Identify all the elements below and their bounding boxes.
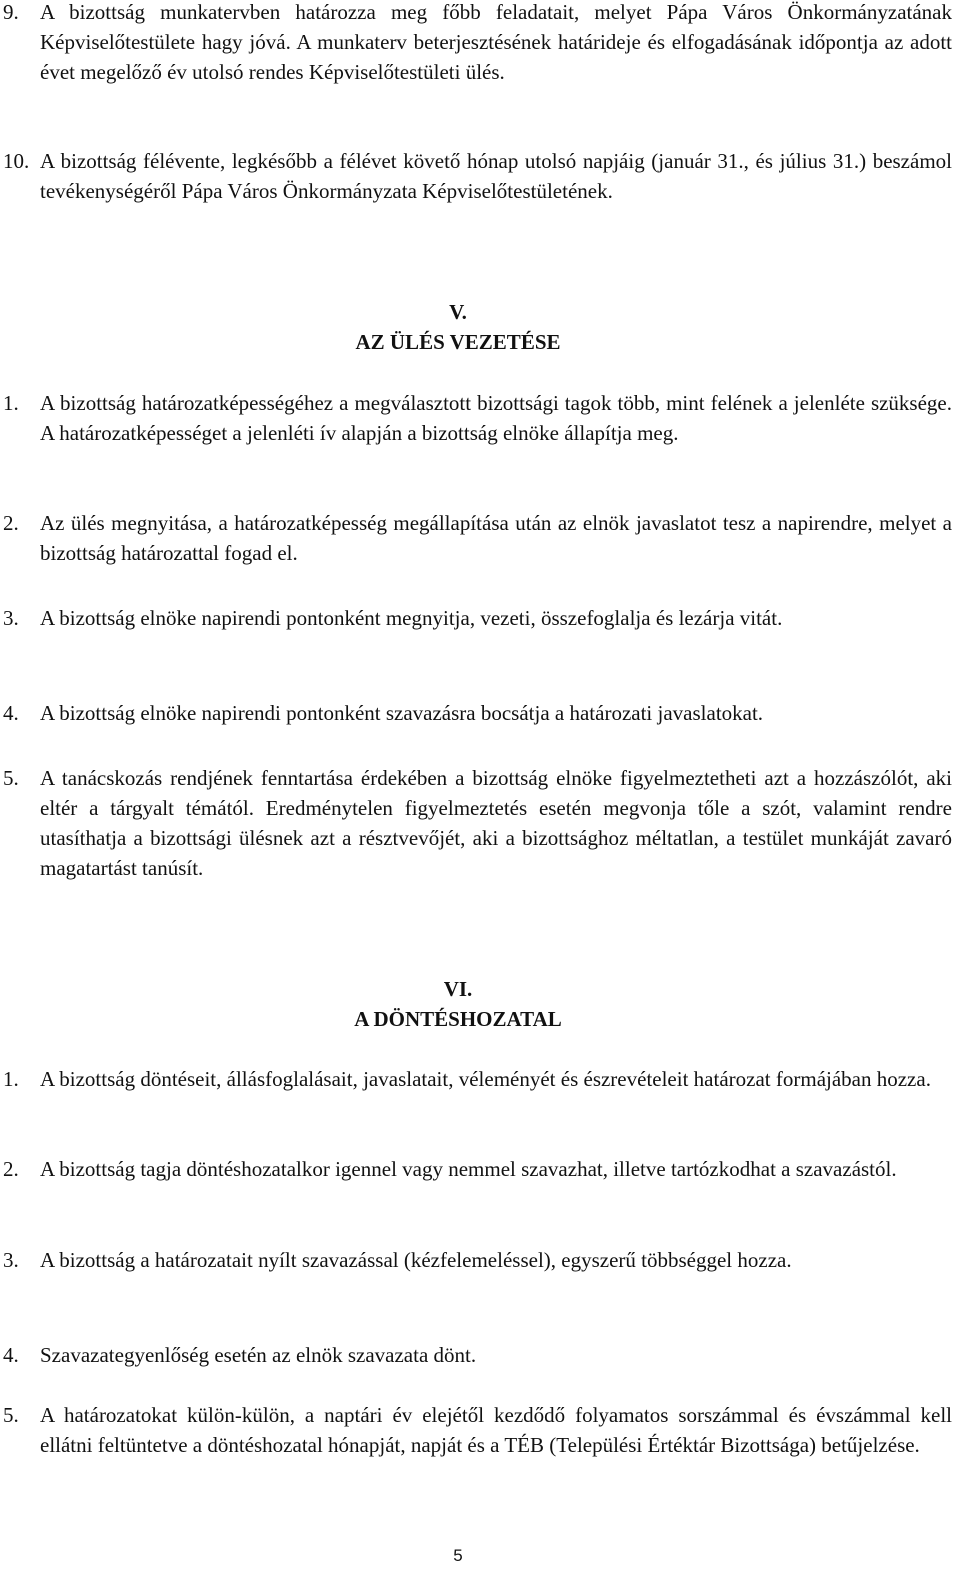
item-number: 3. — [3, 606, 19, 630]
item-text: Az ülés megnyitása, a határozatképesség megállapítása után az elnök javaslatot tesz a napirendre, melyet a bizottság határozattal fogad el. — [40, 511, 952, 565]
item-text: A bizottság a határozatait nyílt szavazással (kézfelemeléssel), egyszerű többséggel hozza. — [40, 1248, 792, 1272]
section-title: A DÖNTÉSHOZATAL — [354, 1007, 562, 1031]
item-number: 2. — [3, 1157, 19, 1181]
item-number: 2. — [3, 511, 19, 535]
list-item — [0, 1400, 952, 1460]
paragraph-number: 10. — [3, 149, 30, 173]
item-text: A bizottság elnöke napirendi pontonként megnyitja, vezeti, összefoglalja és lezárja vitát. — [40, 606, 783, 630]
section-title: AZ ÜLÉS VEZETÉSE — [355, 330, 561, 354]
list-item — [0, 603, 952, 633]
item-number: 4. — [3, 701, 19, 725]
item-text: A bizottság tagja döntéshozatalkor igennel vagy nemmel szavazhat, illetve tartózkodhat a szavazástól. — [40, 1157, 897, 1181]
item-number: 3. — [3, 1248, 19, 1272]
item-number: 1. — [3, 1067, 19, 1091]
page-number: 5 — [453, 1546, 463, 1565]
list-item — [0, 1245, 952, 1275]
item-number: 5. — [3, 1403, 19, 1427]
item-text: Szavazategyenlőség esetén az elnök szavazata dönt. — [40, 1343, 477, 1367]
paragraph-number: 9. — [3, 0, 19, 24]
item-text: A bizottság határozatképességéhez a megválasztott bizottsági tagok több, mint felének a jelenléte szüksége. A határozatképességet a jelenléti ív alapján a bizottság elnöke állapítja meg. — [40, 391, 952, 445]
item-number: 1. — [3, 391, 19, 415]
item-number: 4. — [3, 1343, 19, 1367]
list-item — [0, 763, 952, 883]
list-item — [0, 698, 952, 728]
item-text: A bizottság elnöke napirendi pontonként szavazásra bocsátja a határozati javaslatokat. — [40, 701, 764, 725]
paragraph-10 — [0, 146, 952, 206]
item-text: A határozatokat külön-külön, a naptári év elejétől kezdődő folyamatos sorszámmal és évszámmal kell ellátni feltüntetve a döntéshozatal hónapját, napját és a TÉB (Települési Értéktár Bizottsága) betűjelzése. — [40, 1403, 952, 1457]
list-item — [0, 1064, 952, 1094]
section-number: VI. — [443, 977, 473, 1001]
item-text: A tanácskozás rendjének fenntartása érdekében a bizottság elnöke figyelmeztetheti azt a hozzászólót, aki eltér a tárgyalt témától. Eredménytelen figyelmeztetés esetén megvonja tőle a szót, valamint rendre utasíthatja a bizottsági ülésnek azt a résztvevőjét, aki a bizottsághoz méltatlan, a testület munkáját zavaró magatartást tanúsít. — [40, 766, 952, 880]
paragraph-text: A bizottság félévente, legkésőbb a félévet követő hónap utolsó napjáig (január 31., és július 31.) beszámol tevékenységéről Pápa Város Önkormányzata Képviselőtestületének. — [40, 149, 952, 203]
list-item — [0, 1154, 952, 1184]
item-text: A bizottság döntéseit, állásfoglalásait, javaslatait, véleményét és észrevételeit határozat formájában hozza. — [40, 1067, 931, 1091]
list-item — [0, 388, 952, 448]
item-number: 5. — [3, 766, 19, 790]
section-number: V. — [449, 300, 467, 324]
paragraph-9 — [0, 0, 952, 87]
list-item — [0, 1340, 952, 1370]
paragraph-text: A bizottság munkatervben határozza meg főbb feladatait, melyet Pápa Város Önkormányzatának Képviselőtestülete hagy jóvá. A munkaterv beterjesztésének határideje és elfogadásának időpontja az adott évet megelőző év utolsó rendes Képviselőtestületi ülés. — [40, 0, 952, 84]
list-item — [0, 508, 952, 568]
